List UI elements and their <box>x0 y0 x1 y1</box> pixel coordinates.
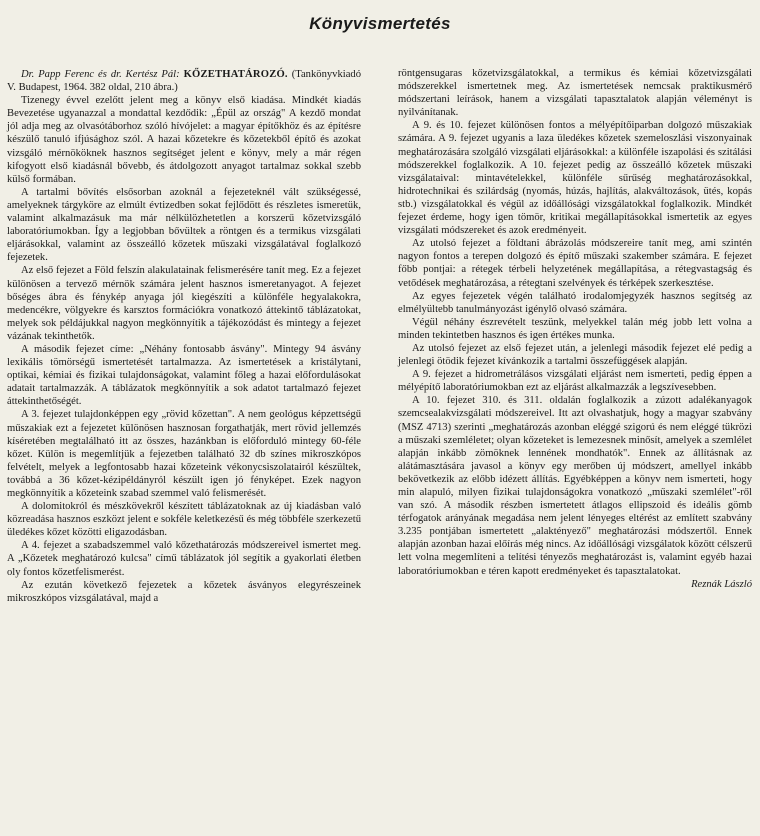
paragraph: Végül néhány észrevételt teszünk, melyekkel talán még jobb lett volna a minden tekintetben hasznos és igen értékes munka. <box>398 316 752 341</box>
paragraph: A dolomitokról és mészkövekről készített táblázatoknak az új kiadásban való közreadása hasznos eszközt jelent e sokféle keletkezésű és még többféle szerkezetű üledékes kőzet közötti eligazodásban. <box>7 501 361 539</box>
paragraph: A második fejezet címe: „Néhány fontosabb ásvány". Mintegy 94 ásvány lexikális tömörségű ismertetését tartalmazza. Az ismertetések a kristálytani, optikai, kémiai és fizikai tulajdonságokat, valamint főleg a hazai előfordulásokat adatait tartalmazzák. A táblázatok megkönnyítik a sok adatot tartalmazó fejezet áttekinthetőségét. <box>7 343 361 408</box>
reviewer-signature: Reznák László <box>691 578 752 590</box>
paragraph: Az utolsó fejezet a földtani ábrázolás módszereire tanít meg, ami szintén nagyon fontos a terepen dolgozó és építő műszaki szakember számára. E fejezet főbb pontjai: a rétegek térbeli helyzetének megállapítása, a rétegvastagság és vetődések meghatározása, a rétegtani szelvények és térképek szerkesztése. <box>398 238 752 289</box>
paragraph: A tartalmi bővítés elsősorban azoknál a fejezeteknél vált szükségessé, amelyeknek tárgyköre az elmúlt évtizedben sokat fejlődött és részletes ismeretük, valamint alkalmazásuk ma már nélkülözhetetlen a korszerű kőzetvizsgáló laboratóriumokban. Így a legjobban bővültek a röntgen és a termikus vizsgálati eljárásokkal, valamint az összeálló kőzetek műszaki vizsgálatával foglalkozó fejezetek. <box>7 186 361 264</box>
left-column <box>7 68 361 605</box>
paragraph: A 9. és 10. fejezet különösen fontos a mélyépítőiparban dolgozó műszakiak számára. A 9. fejezet ugyanis a laza üledékes kőzetek szemeloszlási viszonyainak meghatározására szolgáló vizsgálati eljárásokkal: a különféle iszapolási és szitálási módszerekkel foglalkozik. A 10. fejezet pedig az összeálló kőzetek műszaki vizsgálataival: mintavételekkel, különféle sűrűség meghatározásokkal, hidrotechnikai és szilárdság (nyomás, húzás, hajlítás, alakváltozások, ütés, kopás stb.) vizsgálatokkal és végül az időállósági vizsgálatokkal foglalkozik. Mindkét fejezet érdeme, hogy igen tömör, kritikai megállapításokkal ismertetik az egyes vizsgálati módszereket és azok eredményeit. <box>398 120 752 237</box>
paragraph: Az egyes fejezetek végén található irodalomjegyzék hasznos segítség az elmélyültebb tanulmányozást igénylő olvasó számára. <box>398 290 752 315</box>
paragraph: Tizenegy évvel ezelőtt jelent meg a könyv első kiadása. Mindkét kiadás Bevezetése ugyanazzal a mondattal kezdődik: „Épül az ország" A kezdő mondat jól adja meg az olvasótáborhoz szóló hívójelet: a magyar építőkhöz és az építésre készülő tanuló ifjúsághoz szól. A hazai kőzetekre és kőzetekből építő és azokat vizsgáló mérnököknek hasznos segítséget jelent e könyv, mely a már régen kifogyott első kiadásnál bővebb, és átdolgozott anyagot tartalmaz sokkal szebb külső formában. <box>7 95 361 185</box>
paragraph: röntgensugaras kőzetvizsgálatokkal, a termikus és kémiai kőzetvizsgálati módszerekkel ismertetnek meg. Az ismertetések nemcsak praktikusmérő módszertani leírások, hanem a vizsgálati tapasztalatok alapján véleményt is nyilvánítanak. <box>398 68 752 119</box>
book-reference <box>7 68 361 94</box>
paragraph: A 4. fejezet a szabadszemmel való kőzethatározás módszereivel ismertet meg. A „Kőzetek meghatározó kulcsa" című táblázatok jól segítik a gyakorlati életben oly fontos kőzetfelismerést. <box>7 540 361 578</box>
paragraph: A 9. fejezet a hidrometrálásos vizsgálati eljárást nem ismerteti, pedig éppen a mélyépítő laboratóriumokban ezt az eljárást alkalmazzák a legszívesebben. <box>398 369 752 394</box>
paragraph: Az utolsó fejezet az első fejezet után, a jelenlegi második fejezet elé pedig a jelenlegi ötödik fejezet kívánkozik a tartalmi összefüggések alapján. <box>398 342 752 368</box>
right-column <box>398 67 752 591</box>
book-authors: Dr. Papp Ferenc és dr. Kertész Pál: <box>21 69 180 80</box>
paragraph: Az ezután következő fejezetek a kőzetek ásványos elegyrészeinek mikroszkópos vizsgálatával, majd a <box>7 579 361 604</box>
paragraph: Az első fejezet a Föld felszín alakulatainak felismerésére tanít meg. Ez a fejezet különösen a tervező mérnök számára jelent hasznos ismeretanyagot. A fejezet bőséges ábra és fénykép anyaga jól kiegészíti a különféle hegyalakokra, medencékre, völgyekre és karsztos formációkra vonatkozó áttekintő táblázatokat, melyek sok példájukkal nagyon megkönnyítik a tájékozódást és mintegy a fejezet vázának tekinthetők. <box>7 265 361 342</box>
book-title: KŐZETHATÁROZÓ. <box>183 69 288 80</box>
paragraph: A 3. fejezet tulajdonképpen egy „rövid kőzettan". A nem geológus képzettségű műszakiak ezt a fejezetet különösen hasznosan forgathatják, mert rövid jellemzés kíséretében megtalálható itt az összes, hazánkban is előforduló mintegy 60-féle kőzet. Külön is megemlítjük a fejezetben található 32 db színes mikroszkópos felvételt, melyek a legfontosabb hazai kőzeteink vékonycsiszolatairól készültek, továbbá a 36 kőzet-kézipéldányról készült igen jó fényképet. Ezek nagyon megkönnyítik a kőzeteink szabad szemmel való felismerését. <box>7 409 361 499</box>
book-details: (Tankönyvkiadó V. Budapest, 1964. 382 oldal, 210 ábra.) <box>7 69 361 94</box>
section-heading: Könyvismertetés <box>309 14 451 33</box>
paragraph: A 10. fejezet 310. és 311. oldalán foglalkozik a zúzott adalékanyagok szemcsealakvizsgálati módszereivel. Itt azt olvashatjuk, hogy a magyar szabvány (MSZ 4713) szerinti „meghatározás azonban eléggé szigorú és nem eléggé tükrözi a műszaki szemléletet; olyan kőzeteket is lemezesnek minősít, amelyek a szemlélet alapján inkább zömöknek lennének mondhatók". Ennek az állításnak az alátámasztására javasol a könyv egy merőben új módszert, amellyel inkább bekövetkezik az előbb idézett állítás. Egyébképpen a könyv nem ismerteti, hogy min alapuló, milyen fizikai tulajdonságokra vonatkozó „műszaki szemlélet"-ről van szó. A második részben ismertetett átlagos ellipszoid és ideális gömb térfogatok arányának megadása nem jelent lényeges eltérést az említett szabvány 3.235 pontjában ismertetett „alaktényező" meghatározási módszertől. Ennek alapján azonban hazai előírás még nincs. Az időállósági vizsgálatok között célszerű lett volna megemlíteni a telítési tényezős meghatározást is, valamint egyéb hazai laboratóriumokban e téren kapott eredményeket és tapasztalatokat. <box>398 395 752 577</box>
